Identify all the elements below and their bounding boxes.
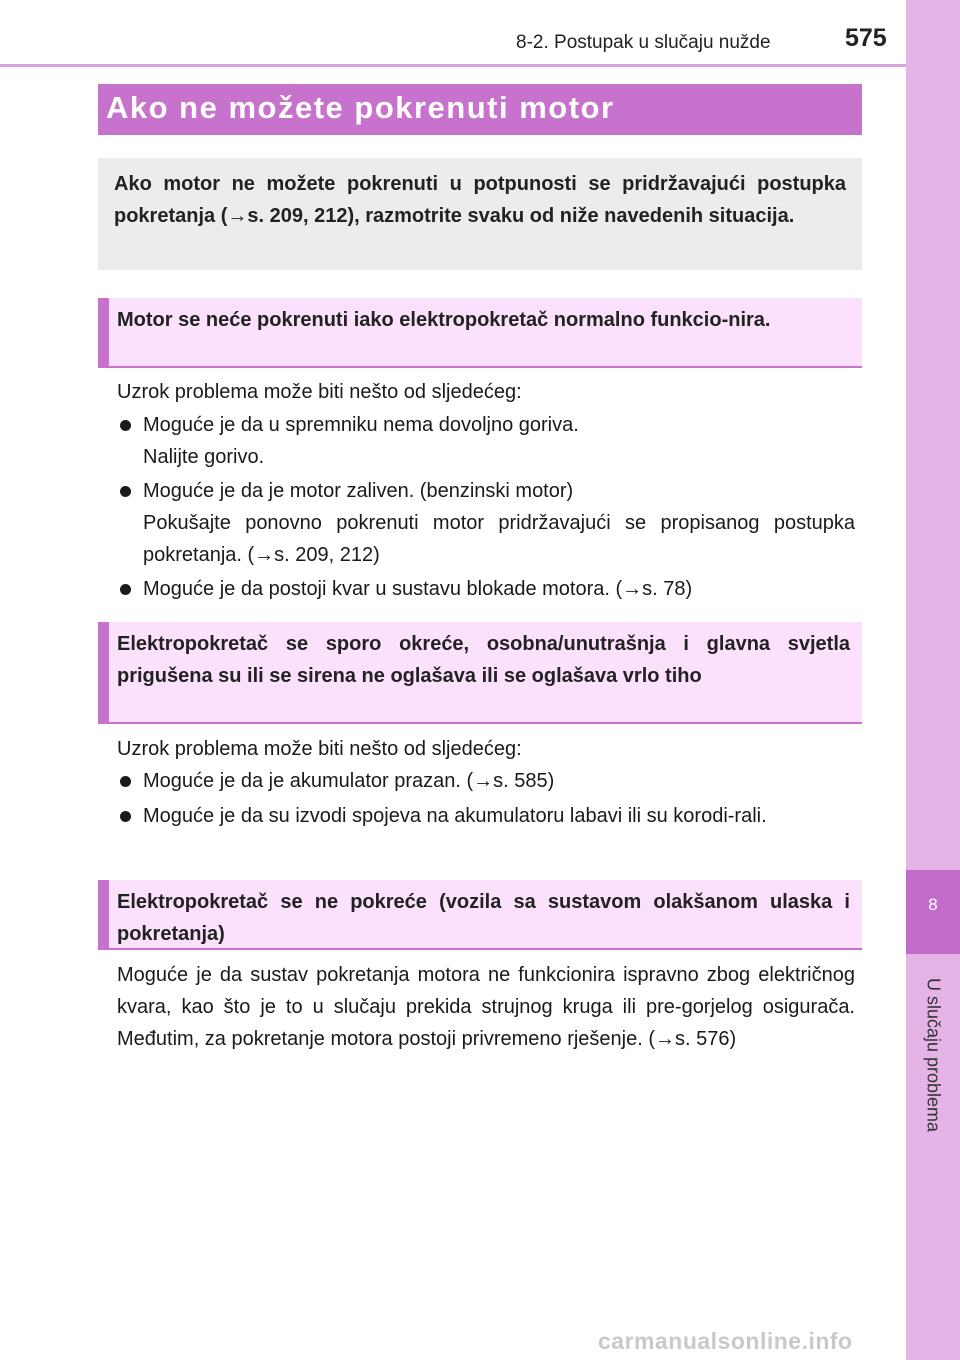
subheading-slow-starter	[98, 622, 862, 724]
list-item	[117, 409, 855, 473]
list-item	[117, 800, 855, 832]
bullet-text: Moguće je da u spremniku nema dovoljno goriva.	[143, 414, 579, 436]
subheading-text: Elektropokretač se sporo okreće, osobna/unutrašnja i glavna svjetla prigušena su ili se sirena ne oglašava ili se oglašava vrlo tiho	[117, 633, 850, 687]
subheading-text: Elektropokretač se ne pokreće (vozila sa sustavom olakšanom ulaska i pokretanja)	[117, 891, 850, 945]
bullet-remedy: Nalijte gorivo.	[143, 446, 265, 468]
list-item	[117, 475, 855, 571]
intro-text: Ako motor ne možete pokrenuti u potpunosti se pridržavajući postupka pokretanja (→s. 209, 212), razmotrite svaku od niže navedenih situacija.	[114, 173, 846, 227]
header-divider	[0, 64, 906, 67]
section-title-bar	[98, 84, 862, 135]
bullet-remedy: Pokušajte ponovno pokrenuti motor pridržavajući se propisanog postupka pokretanja. (→s. 209, 212)	[143, 512, 855, 566]
list-item	[117, 573, 855, 605]
list-item	[117, 765, 855, 797]
chapter-number: 8	[928, 895, 938, 914]
subheading-starter-not-turning	[98, 880, 862, 950]
subheading-engine-wont-start	[98, 298, 862, 368]
running-header-section: 8-2. Postupak u slučaju nužde	[516, 32, 771, 53]
section-title: Ako ne možete pokrenuti motor	[106, 90, 615, 125]
chapter-side-tab	[906, 0, 960, 1360]
section-body: Moguće je da sustav pokretanja motora ne funkcionira ispravno zbog električnog kvara, kao što je to u slučaju prekida strujnog kruga ili pre-gorjelog osigurača. Međutim, za pokretanje motora postoji privremeno rješenje. (→s. 576)	[117, 964, 855, 1050]
chapter-label: U slučaju problema	[923, 977, 944, 1133]
bullet-text: Moguće je da je motor zaliven. (benzinski motor)	[143, 480, 574, 502]
cause-lead: Uzrok problema može biti nešto od sljedećeg:	[117, 381, 522, 403]
watermark: carmanualsonline.info	[598, 1328, 853, 1354]
page-number: 575	[845, 24, 887, 52]
bullet-text: Moguće je da je akumulator prazan. (→s. 585)	[143, 770, 555, 792]
subheading-text: Motor se neće pokrenuti iako elektropokretač normalno funkcio-nira.	[117, 309, 771, 331]
cause-lead: Uzrok problema može biti nešto od sljedećeg:	[117, 738, 522, 760]
bullet-text: Moguće je da postoji kvar u sustavu blokade motora. (→s. 78)	[143, 578, 693, 600]
bullet-text: Moguće je da su izvodi spojeva na akumulatoru labavi ili su korodi-rali.	[143, 805, 767, 827]
intro-box	[98, 158, 862, 270]
